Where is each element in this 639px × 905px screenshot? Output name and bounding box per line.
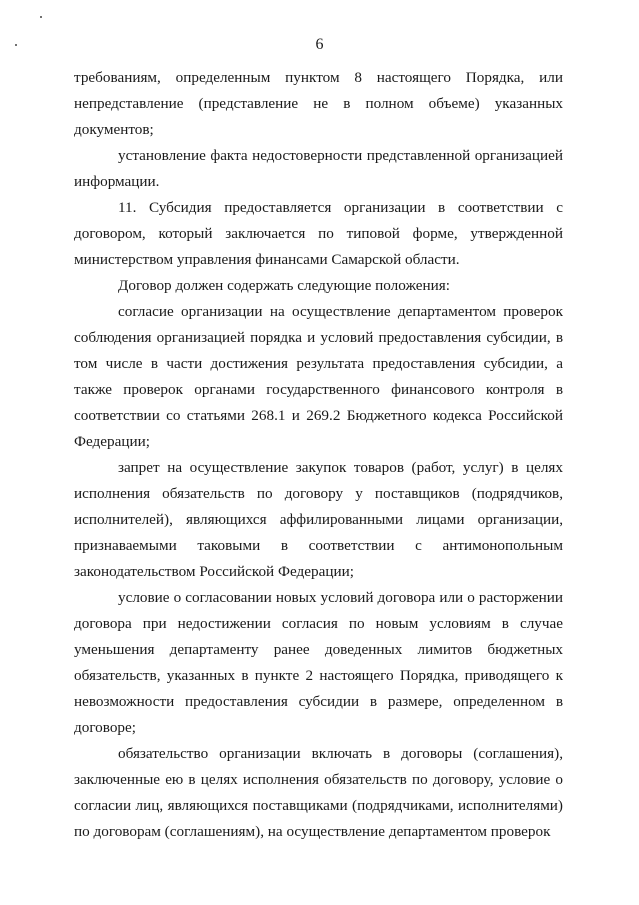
paragraph: установление факта недостоверности представленной организацией информации. bbox=[74, 147, 563, 190]
paragraph: обязательство организации включать в договоры (соглашения), заключенные ею в целях исполнения обязательств по договору, условие о согласии лиц, являющихся поставщиками (подрядчиками, исполнителями) по договорам (соглашениям), на осуществление департаментом проверок bbox=[74, 745, 563, 840]
document-body bbox=[74, 65, 563, 845]
paragraph: условие о согласовании новых условий договора или о расторжении договора при недостижении согласия по новым условиям в случае уменьшения департаменту ранее доведенных лимитов бюджетных обязательств, указанных в пункте 2 настоящего Порядка, приводящего к невозможности предоставления субсидии в размере, определенном в договоре; bbox=[74, 589, 563, 736]
scan-speck bbox=[40, 16, 42, 18]
paragraph: Договор должен содержать следующие положения: bbox=[118, 277, 450, 294]
page-number: 6 bbox=[315, 36, 324, 53]
paragraph: 11. Субсидия предоставляется организации в соответствии с договором, который заключается по типовой форме, утвержденной министерством управления финансами Самарской области. bbox=[74, 199, 563, 268]
paragraph: запрет на осуществление закупок товаров (работ, услуг) в целях исполнения обязательств по договору у поставщиков (подрядчиков, исполнителей), являющихся аффилированными лицами организации, признаваемыми таковыми в соответствии с антимонопольным законодательством Российской Федерации; bbox=[74, 459, 563, 580]
paragraph: требованиям, определенным пунктом 8 настоящего Порядка, или непредставление (представление не в полном объеме) указанных документов; bbox=[74, 69, 563, 138]
paragraph: согласие организации на осуществление департаментом проверок соблюдения организацией порядка и условий предоставления субсидии, в том числе в части достижения результата предоставления субсидии, а также проверок органами государственного финансового контроля в соответствии со статьями 268.1 и 269.2 Бюджетного кодекса Российской Федерации; bbox=[74, 303, 563, 450]
